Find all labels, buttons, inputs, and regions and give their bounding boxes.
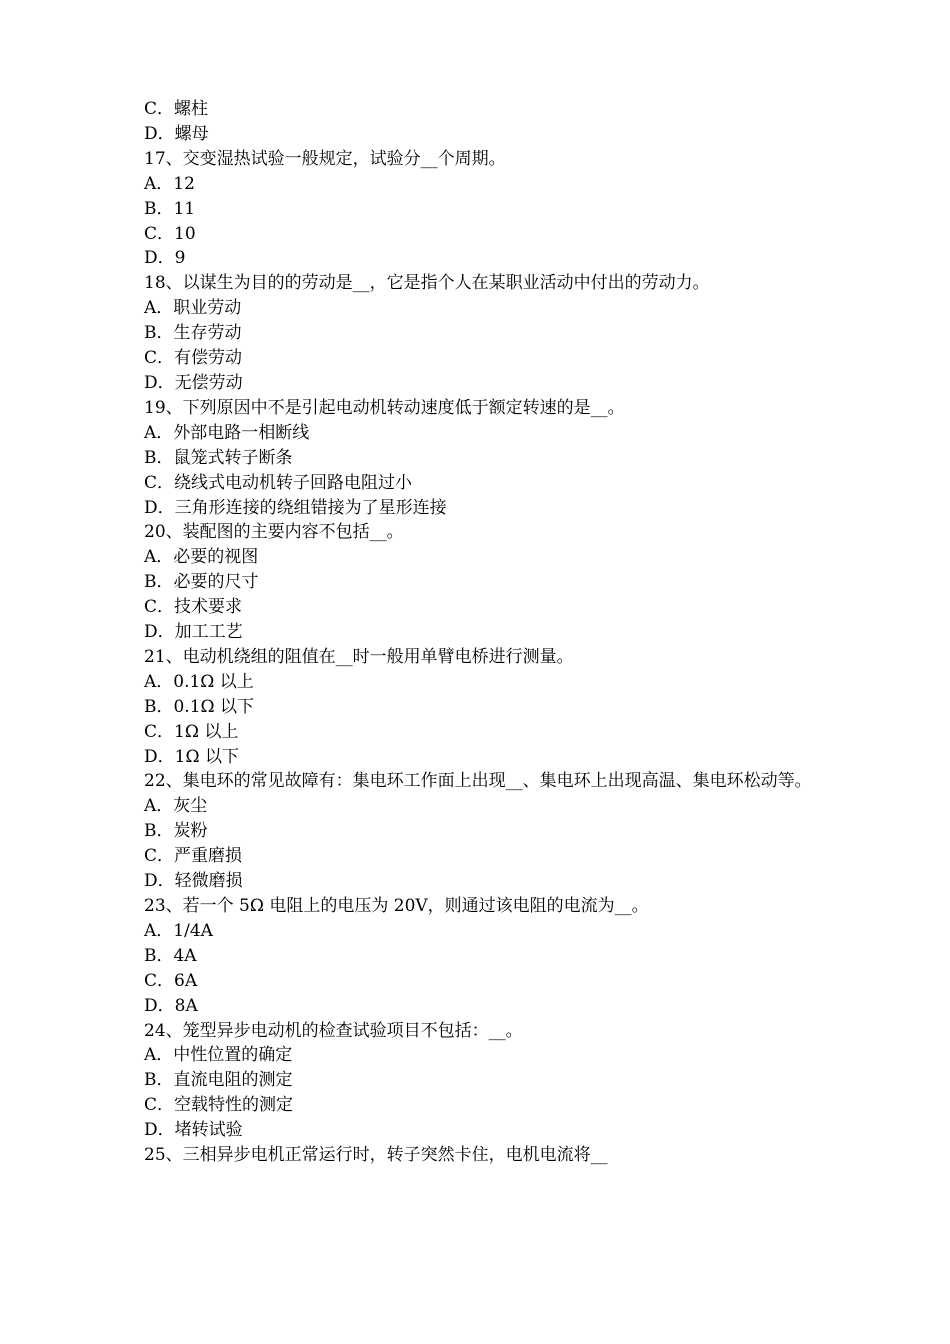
question-17: 17、交变湿热试验一般规定，试验分__个周期。 xyxy=(144,148,506,169)
option-d: D．无偿劳动 xyxy=(144,372,243,393)
option-a: A．必要的视图 xyxy=(144,547,259,568)
option-c: C．技术要求 xyxy=(144,597,243,618)
option-a: A．0.1Ω 以上 xyxy=(144,671,254,692)
option-d: D．轻微磨损 xyxy=(144,871,243,892)
question-21: 21、电动机绕组的阻值在__时一般用单臂电桥进行测量。 xyxy=(144,646,574,667)
option-c: C．严重磨损 xyxy=(144,846,243,867)
option-b: B．炭粉 xyxy=(144,821,208,842)
option-b: B．0.1Ω 以下 xyxy=(144,696,255,717)
question-23: 23、若一个 5Ω 电阻上的电压为 20V，则通过该电阻的电流为__。 xyxy=(144,896,649,916)
option-c: C．10 xyxy=(144,223,196,244)
option-b: B．必要的尺寸 xyxy=(144,572,259,593)
question-24: 24、笼型异步电动机的检查试验项目不包括：__。 xyxy=(144,1020,523,1041)
option-a: A．中性位置的确定 xyxy=(144,1045,293,1066)
option-b: B．生存劳动 xyxy=(144,323,242,344)
option-a: A．12 xyxy=(144,173,195,194)
option-c: C．绕线式电动机转子回路电阻过小 xyxy=(144,472,413,493)
option-d: D．加工工艺 xyxy=(144,622,243,643)
option-d: D．螺母 xyxy=(144,123,209,144)
document-body xyxy=(144,97,824,1168)
question-18: 18、以谋生为目的的劳动是__，它是指个人在某职业活动中付出的劳动力。 xyxy=(144,273,710,294)
option-d: D．1Ω 以下 xyxy=(144,746,239,767)
question-22: 22、集电环的常见故障有：集电环工作面上出现__、集电环上出现高温、集电环松动等。 xyxy=(144,771,812,792)
option-b: B．直流电阻的测定 xyxy=(144,1070,293,1091)
option-a: A．1/4A xyxy=(144,920,213,941)
option-b: B．11 xyxy=(144,198,196,219)
question-19: 19、下列原因中不是引起电动机转动速度低于额定转速的是__。 xyxy=(144,397,625,418)
option-a: A．外部电路一相断线 xyxy=(144,422,310,443)
option-d: D．三角形连接的绕组错接为了星形连接 xyxy=(144,497,447,518)
option-c: C．1Ω 以上 xyxy=(144,721,239,742)
question-25: 25、三相异步电机正常运行时，转子突然卡住，电机电流将__ xyxy=(144,1145,608,1166)
option-a: A．灰尘 xyxy=(144,796,208,817)
option-b: B．4A xyxy=(144,945,197,966)
option-d: D．堵转试验 xyxy=(144,1120,243,1141)
option-c: C．空载特性的测定 xyxy=(144,1095,294,1116)
option-a: A．职业劳动 xyxy=(144,298,242,319)
question-20: 20、装配图的主要内容不包括__。 xyxy=(144,522,404,543)
option-c: C．有偿劳动 xyxy=(144,348,243,369)
option-c: C．6A xyxy=(144,970,198,991)
option-b: B．鼠笼式转子断条 xyxy=(144,447,293,468)
option-d: D．8A xyxy=(144,995,198,1016)
option-c: C．螺柱 xyxy=(144,99,209,119)
option-d: D．9 xyxy=(144,248,186,269)
